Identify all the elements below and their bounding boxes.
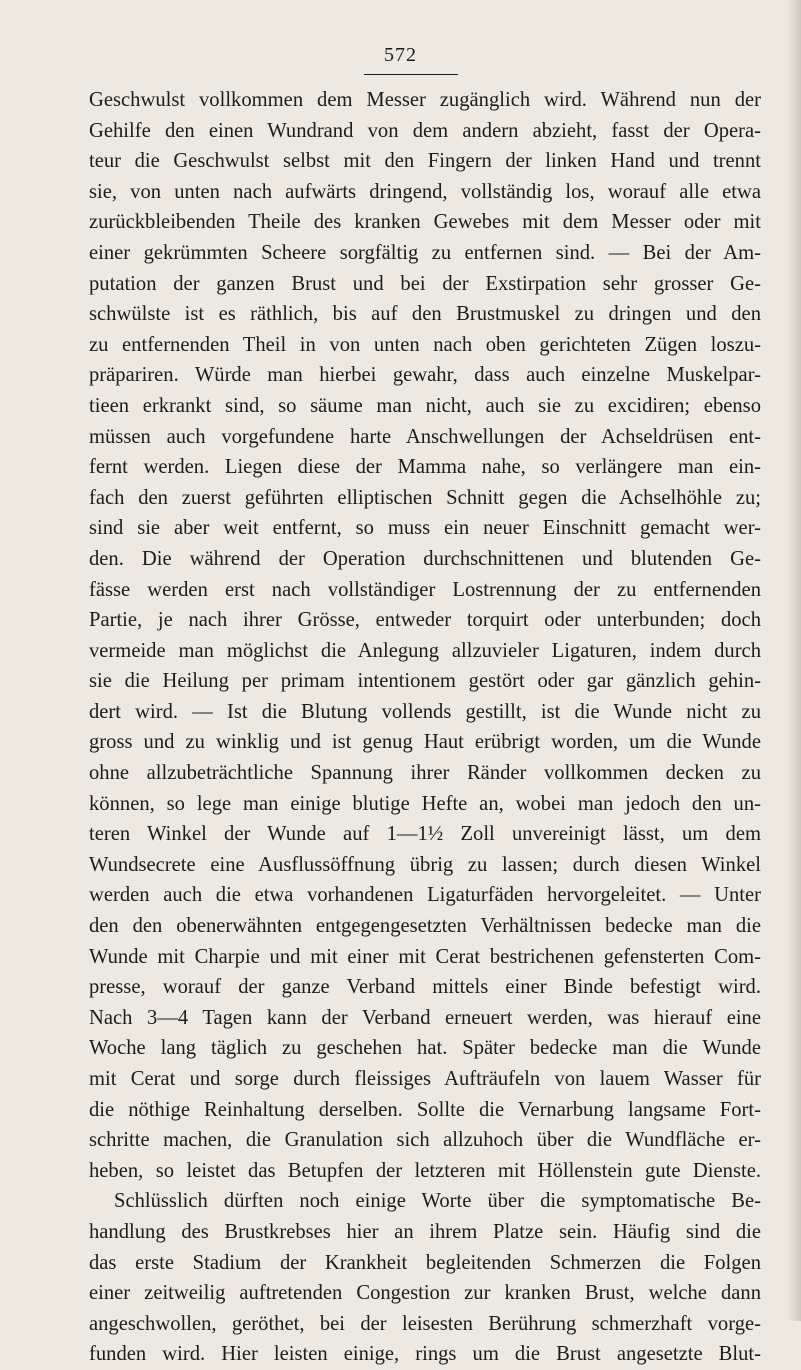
text-line: den den obenerwähnten entgegengesetzten Verhältnissen bedecke man die [89, 915, 761, 938]
text-line: Partie, je nach ihrer Grösse, entweder torquirt oder unterbunden; doch [89, 609, 761, 632]
text-line: sind sie aber weit entfernt, so muss ein neuer Einschnitt gemacht wer- [89, 517, 761, 540]
text-line: teur die Geschwulst selbst mit den Fingern der linken Hand und trennt [89, 150, 761, 173]
text-line: ohne allzubeträchtliche Spannung ihrer Ränder vollkommen decken zu [89, 762, 761, 785]
text-line: Woche lang täglich zu geschehen hat. Später bedecke man die Wunde [89, 1037, 761, 1060]
text-line: fässe werden erst nach vollständiger Lostrennung der zu entfernenden [89, 578, 761, 601]
text-line: einer zeitweilig auftretenden Congestion zur kranken Brust, welche dann [89, 1282, 761, 1305]
text-line: schwülste ist es räthlich, bis auf den Brustmuskel zu dringen und den [89, 303, 761, 326]
text-line: die nöthige Reinhaltung derselben. Sollte die Vernarbung langsame Fort- [89, 1098, 761, 1121]
text-line: Wunde mit Charpie und mit einer mit Cerat bestrichenen gefensterten Com- [89, 945, 761, 968]
text-line: vermeide man möglichst die Anlegung allzuvieler Ligaturen, indem durch [89, 639, 761, 662]
text-line: Schlüsslich dürften noch einige Worte über die symptomatische Be- [114, 1190, 761, 1213]
text-line: dert wird. — Ist die Blutung vollends gestillt, ist die Wunde nicht zu [89, 700, 761, 723]
page-number: 572 [384, 44, 417, 66]
text-line: presse, worauf der ganze Verband mittels einer Binde befestigt wird. [89, 976, 761, 999]
text-line: mit Cerat und sorge durch fleissiges Aufträufeln von lauem Wasser für [89, 1068, 761, 1090]
text-line: sie, von unten nach aufwärts dringend, vollständig los, worauf alle etwa [89, 180, 761, 203]
text-line: sie die Heilung per primam intentionem gestört oder gar gänzlich gehin- [89, 670, 761, 693]
text-line: fach den zuerst geführten elliptischen Schnitt gegen die Achselhöhle zu; [89, 486, 761, 509]
text-line: zu entfernenden Theil in von unten nach oben gerichteten Zügen loszu- [89, 333, 761, 356]
text-line: tieen erkrankt sind, so säume man nicht, auch sie zu excidiren; ebenso [89, 394, 761, 417]
text-line: fernt werden. Liegen diese der Mamma nahe, so verlängere man ein- [89, 456, 761, 479]
text-line: angeschwollen, geröthet, bei der leisesten Berührung schmerzhaft vorge- [89, 1312, 761, 1335]
text-line: können, so lege man einige blutige Hefte an, wobei man jedoch den un- [89, 792, 761, 815]
text-line: teren Winkel der Wunde auf 1—1½ Zoll unvereinigt lässt, um dem [89, 823, 761, 846]
text-line: gross und zu winklig und ist genug Haut erübrigt worden, um die Wunde [89, 731, 761, 754]
text-line: handlung des Brustkrebses hier an ihrem Platze sein. Häufig sind die [89, 1220, 761, 1243]
text-line: heben, so leistet das Betupfen der letzteren mit Höllenstein gute Dienste. [89, 1159, 761, 1182]
text-line: werden auch die etwa vorhandenen Ligaturfäden hervorgeleitet. — Unter [89, 884, 761, 907]
page-number-rule [364, 74, 458, 75]
text-line: zurückbleibenden Theile des kranken Gewebes mit dem Messer oder mit [89, 211, 761, 234]
text-line: Wundsecrete eine Ausflussöffnung übrig zu lassen; durch diesen Winkel [89, 853, 761, 876]
text-line: Geschwulst vollkommen dem Messer zugänglich wird. Während nun der [89, 89, 761, 111]
text-line: einer gekrümmten Scheere sorgfältig zu entfernen sind. — Bei der Am- [89, 241, 761, 264]
text-line: das erste Stadium der Krankheit begleitenden Schmerzen die Folgen [89, 1251, 761, 1274]
text-line: den. Die während der Operation durchschnittenen und blutenden Ge- [89, 547, 761, 570]
text-line: präpariren. Würde man hierbei gewahr, dass auch einzelne Muskelpar- [89, 364, 761, 387]
text-line: funden wird. Hier leisten einige, rings um die Brust angesetzte Blut- [89, 1343, 761, 1366]
page-edge-shadow [787, 0, 801, 1321]
text-line: müssen auch vorgefundene harte Anschwellungen der Achseldrüsen ent- [89, 425, 761, 448]
body-text [89, 85, 761, 1370]
text-line: Nach 3—4 Tagen kann der Verband erneuert werden, was hierauf eine [89, 1006, 761, 1029]
text-line: Gehilfe den einen Wundrand von dem andern abzieht, fasst der Opera- [89, 119, 761, 142]
text-line: putation der ganzen Brust und bei der Exstirpation sehr grosser Ge- [89, 272, 761, 295]
text-line: schritte machen, die Granulation sich allzuhoch über die Wundfläche er- [89, 1129, 761, 1152]
